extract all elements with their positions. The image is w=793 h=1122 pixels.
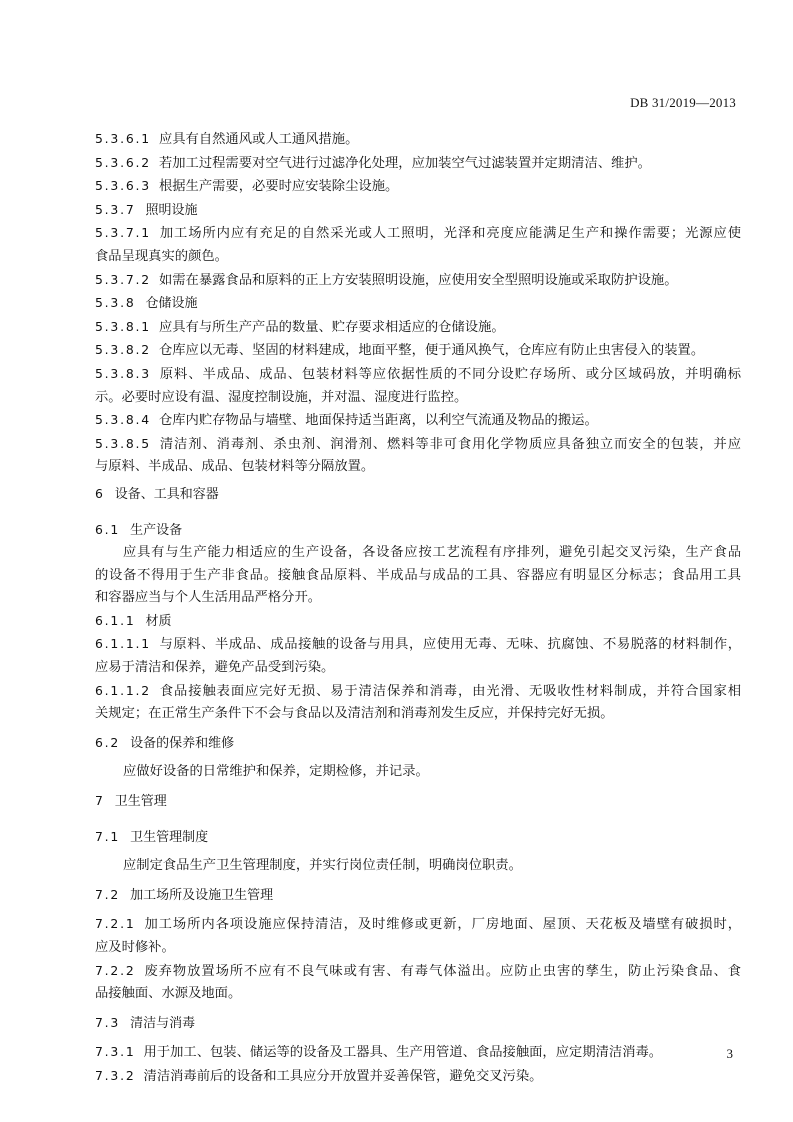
heading-6-1: 6.1 生产设备 [95, 521, 183, 538]
paragraph-6-1-line2: 的设备不得用于生产非食品。接触食品原料、半成品与成品的工具、容器应有明显区分标志；食品用工具 [95, 567, 741, 583]
clause-7-2-2-line2: 品接触面、水源及地面。 [95, 986, 242, 1002]
clause-5-3-6-2: 5.3.6.2 若加工过程需要对空气进行过滤净化处理，应加装空气过滤装置并定期清洁、维护。 [95, 154, 651, 171]
clause-5-3-7-1-line1: 5.3.7.1 加工场所内应有充足的自然采光或人工照明，光泽和亮度应能满足生产和操作需要；光源应使 [95, 225, 741, 242]
document-code-header: DB 31/2019—2013 [630, 95, 736, 110]
page-content [95, 128, 741, 1089]
clause-6-1-1-1-line2: 应易于清洁和保养，避免产品受到污染。 [95, 660, 335, 676]
section-6-heading: 6 设备、工具和容器 [95, 485, 219, 502]
clause-7-2-1-line2: 应及时修补。 [95, 940, 175, 955]
paragraph-6-2: 应做好设备的日常维护和保养，定期检修，并记录。 [123, 764, 429, 780]
clause-5-3-7-2: 5.3.7.2 如需在暴露食品和原料的正上方安装照明设施，应使用安全型照明设施或采取防护设施。 [95, 271, 678, 288]
heading-7-1: 7.1 卫生管理制度 [95, 828, 209, 845]
clause-6-1-1-1-line1: 6.1.1.1 与原料、半成品、成品接触的设备与用具，应使用无毒、无味、抗腐蚀、不易脱落的材料制作， [95, 636, 741, 653]
clause-7-2-2-line1: 7.2.2 废弃物放置场所不应有不良气味或有害、有毒气体溢出。应防止虫害的孳生，防止污染食品、食 [95, 962, 741, 979]
heading-6-2: 6.2 设备的保养和维修 [95, 734, 235, 751]
heading-5-3-7: 5.3.7 照明设施 [95, 201, 198, 218]
clause-5-3-8-5-line1: 5.3.8.5 清洁剂、消毒剂、杀虫剂、润滑剂、燃料等非可食用化学物质应具备独立而安全的包装，并应 [95, 435, 741, 452]
heading-6-1-1: 6.1.1 材质 [95, 612, 172, 629]
clause-5-3-8-2: 5.3.8.2 仓库应以无毒、坚固的材料建成，地面平整，便于通风换气，仓库应有防止虫害侵入的装置。 [95, 342, 705, 359]
clause-5-3-6-1: 5.3.6.1 应具有自然通风或人工通风措施。 [95, 131, 359, 147]
clause-5-3-6-3: 5.3.6.3 根据生产需要，必要时应安装除尘设施。 [95, 178, 399, 195]
heading-5-3-8: 5.3.8 仓储设施 [95, 295, 198, 312]
paragraph-6-1-line1: 应具有与生产能力相适应的生产设备，各设备应按工艺流程有序排列，避免引起交叉污染，生产食品 [123, 545, 741, 561]
clause-5-3-8-3-line1: 5.3.8.3 原料、半成品、成品、包装材料等应依据性质的不同分设贮存场所、或分区域码放，并明确标 [95, 365, 741, 382]
clause-5-3-7-1-line2: 食品呈现真实的颜色。 [95, 248, 228, 264]
clause-6-1-1-2-line1: 6.1.1.2 食品接触表面应完好无损、易于清洁保养和消毒，由光滑、无吸收性材料制成，并符合国家相 [95, 682, 741, 699]
clause-6-1-1-2-line2: 关规定；在正常生产条件下不会与食品以及清洁剂和消毒剂发生反应，并保持完好无损。 [95, 706, 614, 722]
clause-7-3-2: 7.3.2 清洁消毒前后的设备和工具应分开放置并妥善保管，避免交叉污染。 [95, 1067, 543, 1084]
clause-7-2-1-line1: 7.2.1 加工场所内各项设施应保持清洁，及时维修或更新，厂房地面、屋顶、天花板及墙壁有破损时， [95, 916, 741, 933]
heading-7-2: 7.2 加工场所及设施卫生管理 [95, 886, 274, 903]
clause-5-3-8-3-line2: 示。必要时应设有温、湿度控制设施，并对温、湿度进行监控。 [95, 389, 468, 405]
page-number: 3 [726, 1046, 733, 1061]
heading-7-3: 7.3 清洁与消毒 [95, 1014, 196, 1031]
paragraph-7-1: 应制定食品生产卫生管理制度，并实行岗位责任制，明确岗位职责。 [123, 858, 522, 874]
clause-5-3-8-5-line2: 与原料、半成品、成品、包装材料等分隔放置。 [95, 459, 375, 475]
paragraph-6-1-line3: 和容器应当与个人生活用品严格分开。 [95, 590, 322, 606]
clause-5-3-8-4: 5.3.8.4 仓库内贮存物品与墙壁、地面保持适当距离，以利空气流通及物品的搬运。 [95, 412, 598, 429]
section-7-heading: 7 卫生管理 [95, 793, 167, 810]
clause-7-3-1: 7.3.1 用于加工、包装、储运等的设备及工器具、生产用管道、食品接触面，应定期清洁消毒。 [95, 1044, 663, 1061]
clause-5-3-8-1: 5.3.8.1 应具有与所生产产品的数量、贮存要求相适应的仓储设施。 [95, 318, 505, 335]
